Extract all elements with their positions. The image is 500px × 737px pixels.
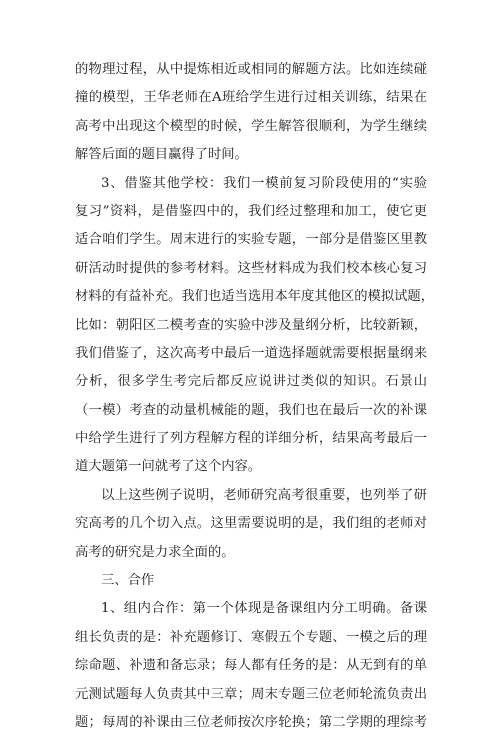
text-line: 材料的有益补充。我们也适当选用本年度其他区的模拟试题，	[75, 289, 435, 305]
text-line: 元测试题每人负责其中三章；周末专题三位老师轮流负责出	[75, 686, 427, 702]
paragraph-start-line: 以上这些例子说明，老师研究高考很重要，也列举了研	[101, 487, 427, 503]
text-line: 题；每周的补课由三位老师按次序轮换；第二学期的理综考	[75, 714, 427, 730]
text-line: 高考的研究是力求全面的。	[75, 544, 235, 560]
paragraph-start-line: 3、借鉴其他学校：我们一模前复习阶段使用的“实验	[101, 175, 427, 191]
text-line: 我们借鉴了，这次高考中最后一道选择题就需要根据量纲来	[75, 345, 427, 361]
text-line: 综命题、补遗和备忘录；每人都有任务的是：从无到有的单	[75, 658, 427, 674]
text-line: 比如：朝阳区二模考查的实验中涉及量纲分析，比较新颖，	[75, 317, 427, 333]
text-line: 究高考的几个切入点。这里需要说明的是，我们组的老师对	[75, 516, 427, 532]
text-line: 中给学生进行了列方程解方程的详细分析，结果高考最后一	[75, 431, 427, 447]
body-text	[75, 56, 435, 737]
section-heading: 三、合作	[101, 573, 155, 589]
text-line: 适合咱们学生。周末进行的实验专题，一部分是借鉴区里教	[75, 232, 427, 248]
text-line: 研活动时提供的参考材料。这些材料成为我们校本核心复习	[75, 260, 427, 276]
paragraph-start-line: 1、组内合作：第一个体现是备课组内分工明确。备课	[101, 601, 427, 617]
text-line: 分析，很多学生考完后都反应说讲过类似的知识。石景山	[75, 374, 427, 390]
text-line: 撞的模型，王华老师在A班给学生进行过相关训练，结果在	[75, 90, 427, 106]
text-line: 复习”资料，是借鉴四中的，我们经过整理和加工，使它更	[75, 203, 427, 219]
text-line: 道大题第一问就考了这个内容。	[75, 459, 262, 475]
text-line: 解答后面的题目赢得了时间。	[75, 147, 248, 163]
text-line: 高考中出现这个模型的时候，学生解答很顺利，为学生继续	[75, 118, 427, 134]
text-line: 的物理过程，从中提炼相近或相同的解题方法。比如连续碰	[75, 62, 427, 77]
text-line: 组长负责的是：补充题修订、寒假五个专题、一模之后的理	[75, 629, 427, 645]
text-line: （一模）考查的动量机械能的题，我们也在最后一次的补课	[75, 402, 427, 418]
